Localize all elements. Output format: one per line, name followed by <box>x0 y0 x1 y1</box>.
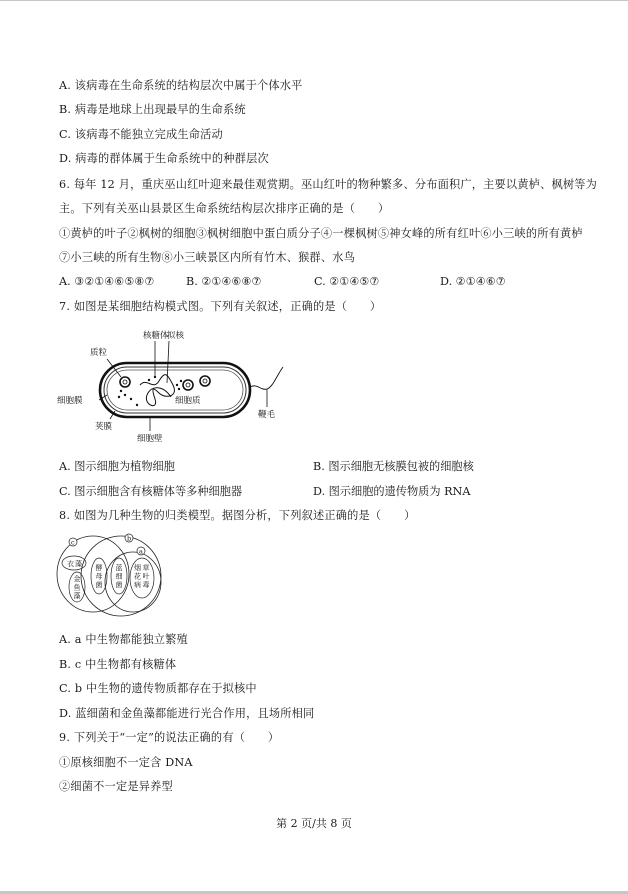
q7-option-c: C. 图示细胞含有核糖体等多种细胞器 <box>59 485 243 498</box>
label-yeast-2: 母 <box>95 572 103 581</box>
label-ribosome: 核糖体 <box>143 331 169 341</box>
label-cyanobacteria-3: 菌 <box>115 581 123 589</box>
q9-item-2: ②细菌不一定是异养型 <box>59 780 173 793</box>
label-chlamydomonas-2: 藻 <box>75 560 82 568</box>
q7-options-row2 <box>59 485 599 499</box>
q7-option-a: A. 图示细胞为植物细胞 <box>59 460 175 473</box>
q8-option-a: A. a 中生物都能独立繁殖 <box>59 633 188 646</box>
label-plasmid: 质粒 <box>90 348 108 358</box>
label-yeast-3: 菌 <box>95 581 103 589</box>
q9-item-1: ①原核细胞不一定含 DNA <box>59 756 193 769</box>
q7-options-row1 <box>59 460 599 474</box>
label-chlorella-2: 鱼 <box>73 583 81 592</box>
q9-stem: 9. 下列关于“一定”的说法正确的有（ ） <box>59 731 280 744</box>
label-tmv-5: 病 <box>134 581 141 589</box>
page-top-border <box>0 0 628 1</box>
label-chlamydomonas-1: 衣 <box>67 560 74 568</box>
label-capsule: 荚膜 <box>95 422 113 432</box>
q7-stem: 7. 如图是某细胞结构模式图。下列有关叙述，正确的是（ ） <box>59 300 382 313</box>
bacterial-cell-diagram <box>55 325 285 445</box>
label-tmv-1: 烟 <box>134 564 141 572</box>
q6-stem-line2: 主。下列有关巫山县景区生命系统结构层次排序正确的是（ ） <box>59 202 390 215</box>
label-cell-membrane: 细胞膜 <box>57 396 83 406</box>
label-tmv-6: 毒 <box>142 581 150 589</box>
label-cyanobacteria-2: 细 <box>115 572 123 581</box>
q6-items-line2: ⑦小三峡的所有生物⑧小三峡景区内所有竹木、猴群、水鸟 <box>59 251 356 264</box>
q8-stem: 8. 如图为几种生物的归类模型。据图分析，下列叙述正确的是（ ） <box>59 509 416 522</box>
q5-option-b: B. 病毒是地球上出现最早的生命系统 <box>59 103 246 116</box>
q7-option-b: B. 图示细胞无核膜包被的细胞核 <box>313 460 474 473</box>
q6-stem-line1: 6. 每年 12 月，重庆巫山红叶迎来最佳观赏期。巫山红叶的物种繁多、分布面积广，主要以黄栌、枫树等为 <box>59 178 598 191</box>
label-cytoplasm: 细胞质 <box>175 396 201 406</box>
q7-option-d: D. 图示细胞的遗传物质为 RNA <box>313 485 471 498</box>
label-chlorella-1: 金 <box>73 575 81 583</box>
label-cyanobacteria-1: 蓝 <box>115 564 123 572</box>
page-number-footer: 第 2 页/共 8 页 <box>276 817 352 830</box>
q8-option-c: C. b 中生物的遗传物质都存在于拟核中 <box>59 682 257 695</box>
q6-option-d: D. ②①④⑥⑦ <box>440 275 506 288</box>
label-tmv-2: 草 <box>142 564 150 572</box>
label-set-a: a <box>139 547 143 556</box>
q5-option-c: C. 该病毒不能独立完成生命活动 <box>59 128 223 141</box>
organism-classification-venn-diagram <box>55 530 165 622</box>
label-chlorella-3: 藻 <box>73 592 81 600</box>
q6-options-row <box>59 275 599 289</box>
q6-option-a: A. ③②①④⑥⑤⑧⑦ <box>59 275 155 288</box>
q8-option-d: D. 蓝细菌和金鱼藻都能进行光合作用，且场所相同 <box>59 707 315 720</box>
label-yeast-1: 酵 <box>95 564 103 572</box>
label-tmv-4: 叶 <box>142 572 150 581</box>
q6-option-b: B. ②①④⑥⑧⑦ <box>186 275 262 288</box>
q8-option-b: B. c 中生物都有核糖体 <box>59 658 177 671</box>
label-tmv-3: 花 <box>134 572 141 581</box>
q5-option-a: A. 该病毒在生命系统的结构层次中属于个体水平 <box>59 79 303 92</box>
label-set-c: c <box>71 538 75 547</box>
q5-option-d: D. 病毒的群体属于生命系统中的种群层次 <box>59 152 269 165</box>
q6-option-c: C. ②①④⑤⑦ <box>314 275 380 288</box>
label-nucleoid: 拟核 <box>167 331 185 341</box>
label-flagellum: 鞭毛 <box>258 410 276 420</box>
label-cell-wall: 细胞壁 <box>137 434 163 444</box>
label-set-b: b <box>127 534 132 543</box>
q6-items-line1: ①黄栌的叶子②枫树的细胞③枫树细胞中蛋白质分子④一棵枫树⑤神女峰的所有红叶⑥小三峡的所有黄栌 <box>59 227 583 240</box>
